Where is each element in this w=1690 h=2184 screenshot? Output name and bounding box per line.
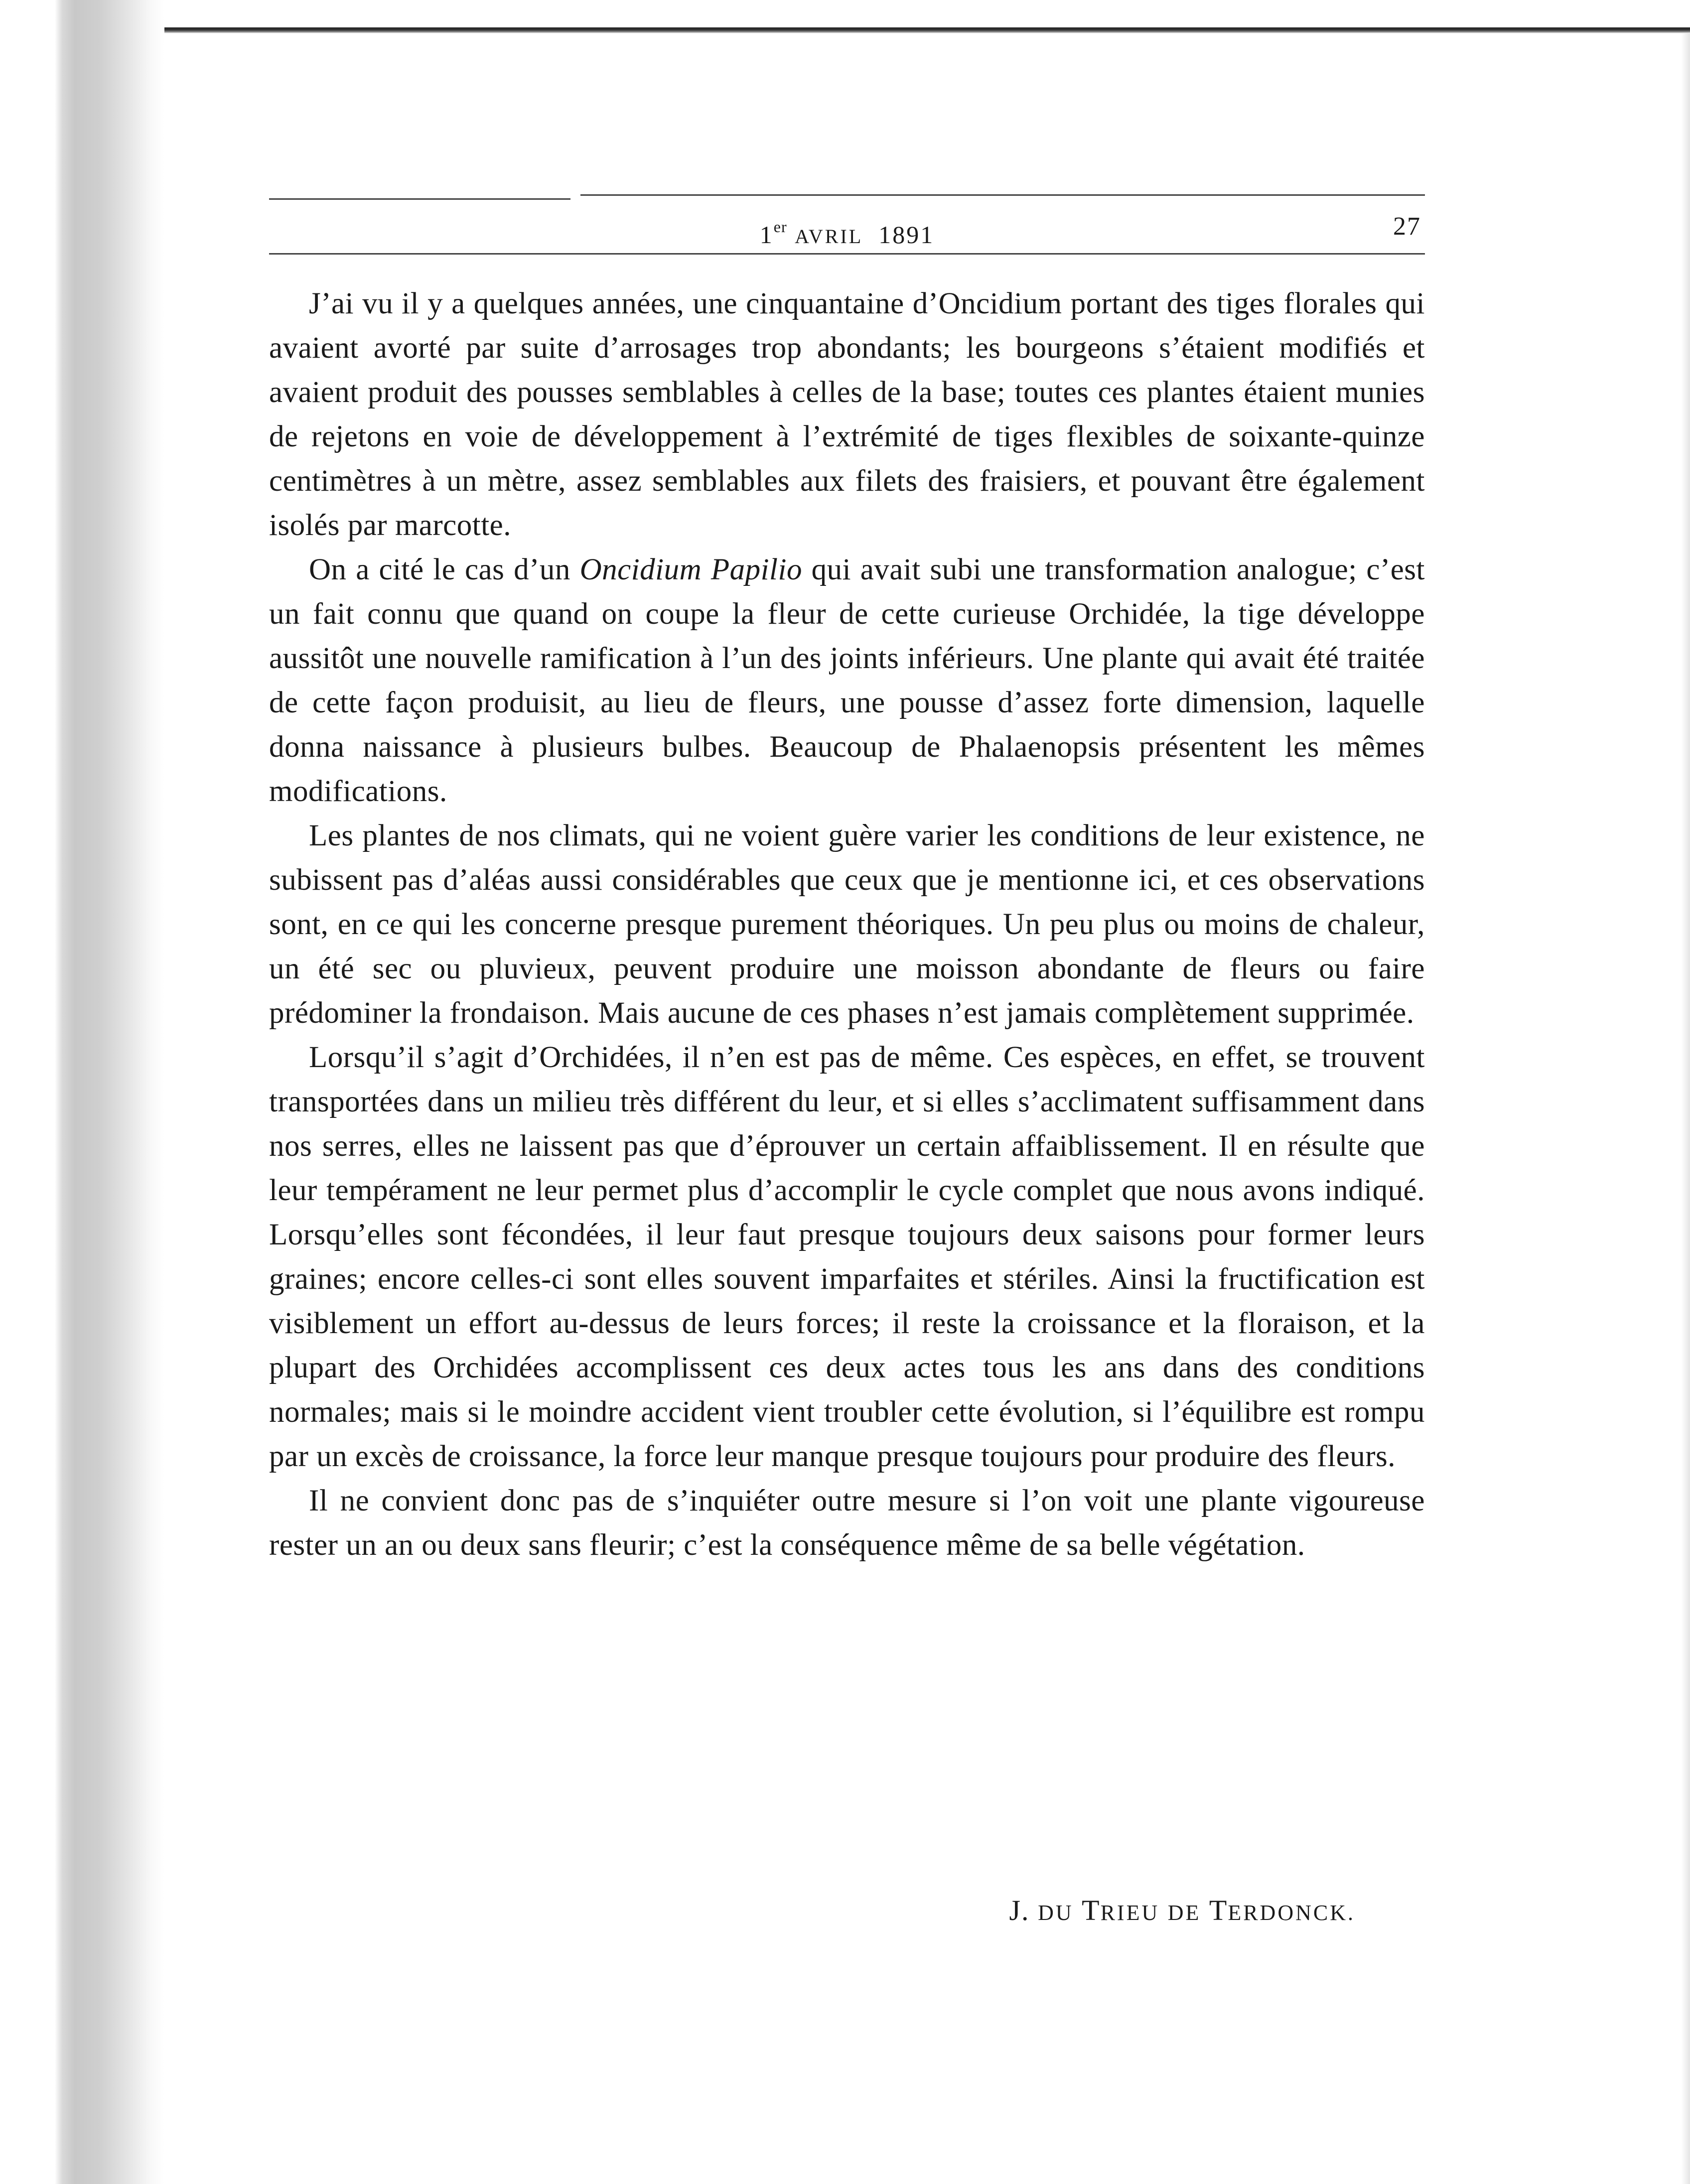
header-year: 1891 bbox=[878, 221, 935, 249]
signature-terdonck-initial: T bbox=[1209, 1894, 1228, 1926]
header-rule-top-left bbox=[269, 198, 570, 200]
paragraph-text: Il ne convient donc pas de s’inquiéter outre mesure si l’on voit une plante vigoureuse rester un an ou deux sans fleurir; c’est la conséquence même de sa belle végétation. bbox=[269, 1484, 1425, 1562]
paragraph-text: Les plantes de nos climats, qui ne voient guère varier les conditions de leur existence, ne subissent pas d’aléas aussi considérables que ceux que je mentionne ici, et ces observations sont, en ce qui les concerne presque purement théoriques. Un peu plus ou moins de chaleur, un été sec ou pluvieux, peuvent produire une moisson abondante de fleurs ou faire prédominer la frondaison. Mais aucune de ces phases n’est jamais complètement supprimée. bbox=[269, 819, 1425, 1030]
document-page bbox=[269, 179, 1425, 1973]
running-header bbox=[269, 189, 1425, 259]
header-day-suffix: er bbox=[773, 218, 787, 236]
header-month: AVRIL bbox=[795, 225, 863, 248]
species-name: Oncidium Papilio bbox=[579, 553, 802, 586]
header-day: 1 bbox=[759, 221, 774, 249]
paragraph-text: J’ai vu il y a quelques années, une cinquantaine d’Oncidium portant des tiges florales qui avaient avorté par suite d’arrosages trop abondants; les bourgeons s’étaient modifiés et avaient produit des pousses semblables à celles de la base; toutes ces plantes étaient munies de rejetons en voie de développement à l’extrémité de tiges flexibles de soixante-quinze centimètres à un mètre, assez semblables aux filets des fraisiers, et pouvant être également isolés par marcotte. bbox=[269, 287, 1425, 542]
signature-du: DU bbox=[1038, 1901, 1074, 1925]
paragraph bbox=[269, 1479, 1425, 1567]
paragraph-text: qui avait subi une transformation analogue; c’est un fait connu que quand on coupe la fleur de cette curieuse Orchidée, la tige développe aussitôt une nouvelle ramification à l’un des joints inférieurs. Une plante qui avait été traitée de cette façon produisit, au lieu de fleurs, une pousse d’assez forte dimension, laquelle donna naissance à plusieurs bulbes. Beaucoup de Phalaenopsis présentent les mêmes modifications. bbox=[269, 553, 1425, 808]
scan-page-edge-top bbox=[55, 27, 1690, 33]
header-rule-top-right bbox=[580, 194, 1425, 196]
paragraph bbox=[269, 547, 1425, 814]
scan-page-edge-right bbox=[1681, 33, 1690, 2184]
signature-trieu-initial: T bbox=[1082, 1894, 1101, 1926]
author-signature bbox=[1009, 1891, 1355, 1933]
header-date bbox=[269, 212, 1425, 252]
signature-terdonck-rest: ERDONCK. bbox=[1228, 1901, 1355, 1925]
scan-margin-top bbox=[55, 0, 1690, 27]
paragraph-text: On a cité le cas d’un bbox=[309, 553, 580, 586]
header-rule-bottom bbox=[269, 253, 1425, 255]
paragraph bbox=[269, 281, 1425, 547]
signature-initial: J. bbox=[1009, 1894, 1030, 1926]
paragraph bbox=[269, 1035, 1425, 1479]
signature-de: DE bbox=[1167, 1901, 1201, 1925]
scan-gutter-shadow bbox=[0, 0, 164, 2184]
paragraph bbox=[269, 814, 1425, 1035]
signature-trieu-rest: RIEU bbox=[1100, 1901, 1160, 1925]
paragraph-text: Lorsqu’il s’agit d’Orchidées, il n’en est pas de même. Ces espèces, en effet, se trouvent transportées dans un milieu très différent du leur, et si elles s’acclimatent suffisamment dans nos serres, elles ne laissent pas que d’éprouver un certain affaiblissement. Il en résulte que leur tempérament ne leur permet plus d’accomplir le cycle complet que nous avons indiqué. Lorsqu’elles sont fécondées, il leur faut presque toujours deux saisons pour former leurs graines; encore celles-ci sont elles souvent imparfaites et stériles. Ainsi la fructification est visiblement un effort au-dessus de leurs forces; il reste la croissance et la floraison, et la plupart des Orchidées accomplissent ces deux actes tous les ans dans des conditions normales; mais si le moindre accident vient troubler cette évolution, si l’équilibre est rompu par un excès de croissance, la force leur manque presque toujours pour produire des fleurs. bbox=[269, 1041, 1425, 1473]
article-body bbox=[269, 281, 1425, 1567]
page-number: 27 bbox=[1393, 212, 1421, 241]
